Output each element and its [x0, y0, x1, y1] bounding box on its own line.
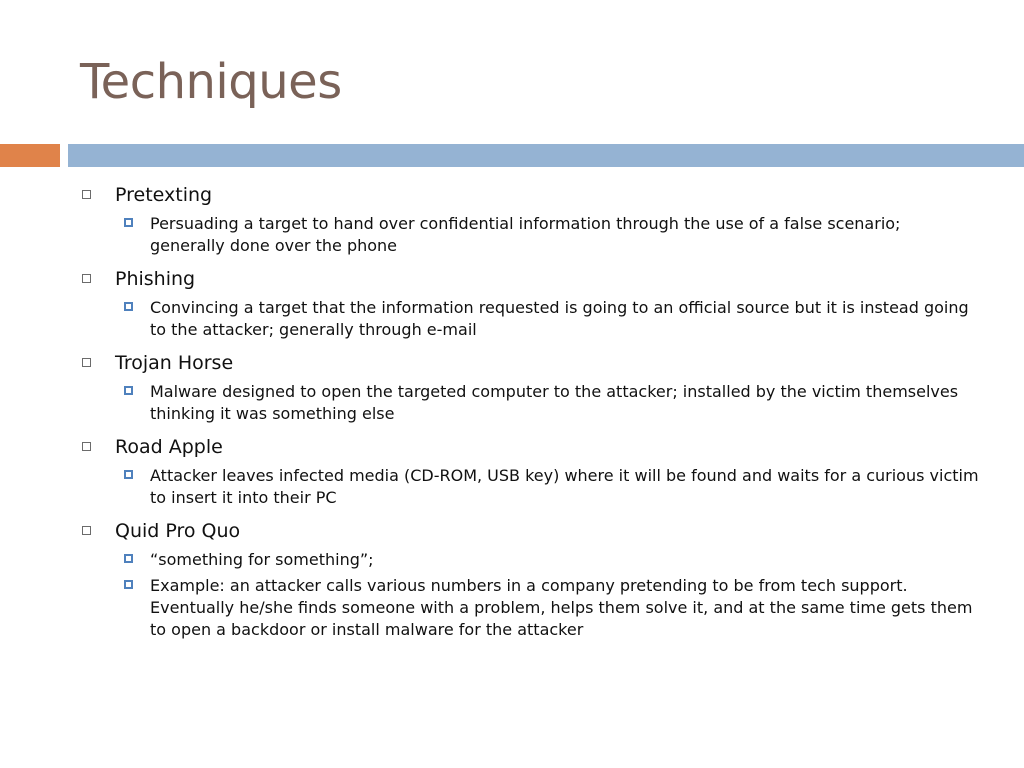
item-heading: Road Apple [115, 436, 223, 458]
item-heading: Pretexting [115, 184, 213, 206]
sub-item [115, 465, 980, 509]
hollow-square-bullet-icon [82, 274, 91, 283]
item-heading: Quid Pro Quo [115, 520, 241, 542]
hollow-square-bullet-icon [82, 442, 91, 451]
item-heading: Phishing [115, 268, 196, 290]
sub-item-text: Convincing a target that the information requested is going to an official source but it is instead going to the attacker; generally through e-mail [150, 298, 969, 339]
square-bullet-icon [124, 218, 133, 227]
sub-item-text: Persuading a target to hand over confidential information through the use of a false scenario; generally done over the phone [150, 214, 901, 255]
list-item [80, 517, 980, 641]
item-heading: Trojan Horse [115, 352, 234, 374]
square-bullet-icon [124, 580, 133, 589]
sub-item [115, 381, 980, 425]
list-item [80, 433, 980, 509]
square-bullet-icon [124, 554, 133, 563]
bullet-list [80, 181, 980, 649]
hollow-square-bullet-icon [82, 358, 91, 367]
list-item [80, 181, 980, 257]
square-bullet-icon [124, 386, 133, 395]
sub-item [115, 297, 980, 341]
hollow-square-bullet-icon [82, 526, 91, 535]
square-bullet-icon [124, 470, 133, 479]
slide-title: Techniques [80, 54, 342, 110]
sub-item-text: “something for something”; [150, 550, 374, 569]
sub-item-text: Malware designed to open the targeted computer to the attacker; installed by the victim themselves thinking it was something else [150, 382, 959, 423]
sub-item [115, 549, 980, 571]
sub-item-text: Attacker leaves infected media (CD-ROM, USB key) where it will be found and waits for a curious victim to insert it into their PC [150, 466, 979, 507]
hollow-square-bullet-icon [82, 190, 91, 199]
sub-item-text: Example: an attacker calls various numbers in a company pretending to be from tech support. Eventually he/she finds someone with a problem, helps them solve it, and at the same time gets them to open a backdoor or install malware for the attacker [150, 576, 973, 639]
sub-item [115, 213, 980, 257]
accent-bar-orange [0, 144, 60, 167]
square-bullet-icon [124, 302, 133, 311]
list-item [80, 265, 980, 341]
accent-bar-blue [68, 144, 1024, 167]
sub-item [115, 575, 980, 641]
list-item [80, 349, 980, 425]
